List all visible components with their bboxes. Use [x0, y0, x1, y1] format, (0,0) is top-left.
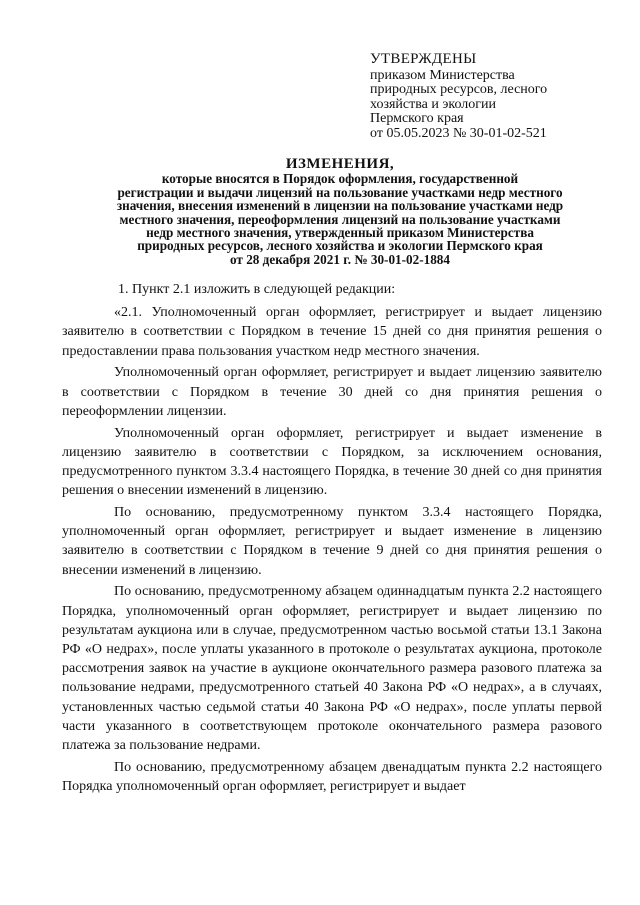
body-paragraph: «2.1. Уполномоченный орган оформляет, регистрирует и выдает лицензию заявителю в соответствии с Порядком в течение 15 дней со дня принятия решения о предоставлении права пользования участком недр местного значения. [62, 305, 602, 359]
subtitle-line: недр местного значения, утвержденный приказом Министерства [146, 225, 534, 241]
approval-line: приказом Министерства [370, 67, 515, 83]
approval-line: природных ресурсов, лесного [370, 82, 548, 97]
approval-line: хозяйства и экологии [370, 96, 497, 112]
body-paragraph: 1. Пункт 2.1 изложить в следующей редакции: [118, 282, 396, 297]
approval-line: Пермского края [370, 111, 464, 126]
subtitle-line: местного значения, переоформления лицензий на пользование участками [119, 211, 561, 227]
approval-date-line [370, 127, 610, 142]
subtitle-line: природных ресурсов, лесного хозяйства и экологии Пермского края [137, 238, 543, 254]
document-body [62, 280, 602, 799]
approval-date-prefix: от [370, 125, 383, 141]
subtitle-line: значения, внесения изменений в лицензии на пользование участками недр [116, 198, 564, 214]
body-paragraph: По основанию, предусмотренному абзацем двенадцатым пункта 2.2 настоящего Порядка уполномоченный орган оформляет, регистрирует и выдает [62, 759, 602, 795]
document-title: ИЗМЕНЕНИЯ, [285, 156, 395, 172]
body-paragraph: По основанию, предусмотренному пунктом 3.3.4 настоящего Порядка, уполномоченный орган оформляет, регистрирует и выдает изменение в лицензию заявителю в соответствии с Порядком в течение 9 дней со дня принятия решения о внесении изменений в лицензию. [62, 505, 602, 578]
subtitle-line: от 28 декабря 2021 г. № 30-01-02-1884 [230, 251, 450, 267]
body-paragraph: Уполномоченный орган оформляет, регистрирует и выдает изменение в лицензию заявителю в соответствии с Порядком, за исключением основания, предусмотренного пунктом 3.3.4 настоящего Порядка, в течение 30 дней со дня принятия решения о внесении изменений в лицензию. [62, 425, 602, 499]
approval-stamp [370, 52, 610, 141]
approval-heading: УТВЕРЖДЕНЫ [370, 51, 477, 67]
subtitle-line: которые вносятся в Порядок оформления, государственной [161, 171, 519, 187]
approval-number: 30-01-02-521 [469, 125, 547, 141]
body-paragraph: Уполномоченный орган оформляет, регистрирует и выдает лицензию заявителю в соответствии с Порядком в течение 30 дней со дня принятия решения о переоформлении лицензии. [62, 365, 602, 419]
subtitle-line: регистрации и выдачи лицензий на пользование участками недр местного [117, 184, 563, 200]
document-title-block [60, 158, 620, 266]
approval-number-sign: № [452, 125, 467, 141]
approval-date: 05.05.2023 [386, 125, 450, 141]
body-paragraph: По основанию, предусмотренному абзацем одиннадцатым пункта 2.2 настоящего Порядка, уполномоченный орган оформляет, регистрирует и выдает лицензию по результатам аукциона или в случае, предусмотренном частью восьмой статьи 13.1 Закона РФ «О недрах», после уплаты указанного в протоколе о результатах аукциона, протоколе рассмотрения заявок на участие в аукционе окончательного размера разового платежа за пользование недрами, предусмотренного статьей 40 Закона РФ «О недрах», а в случаях, установленных частью седьмой статьи 40 Закона РФ «О недрах», после уплаты первой части указанного в соответствующем протоколе окончательного размера разового платежа за пользование недрами. [62, 584, 602, 754]
